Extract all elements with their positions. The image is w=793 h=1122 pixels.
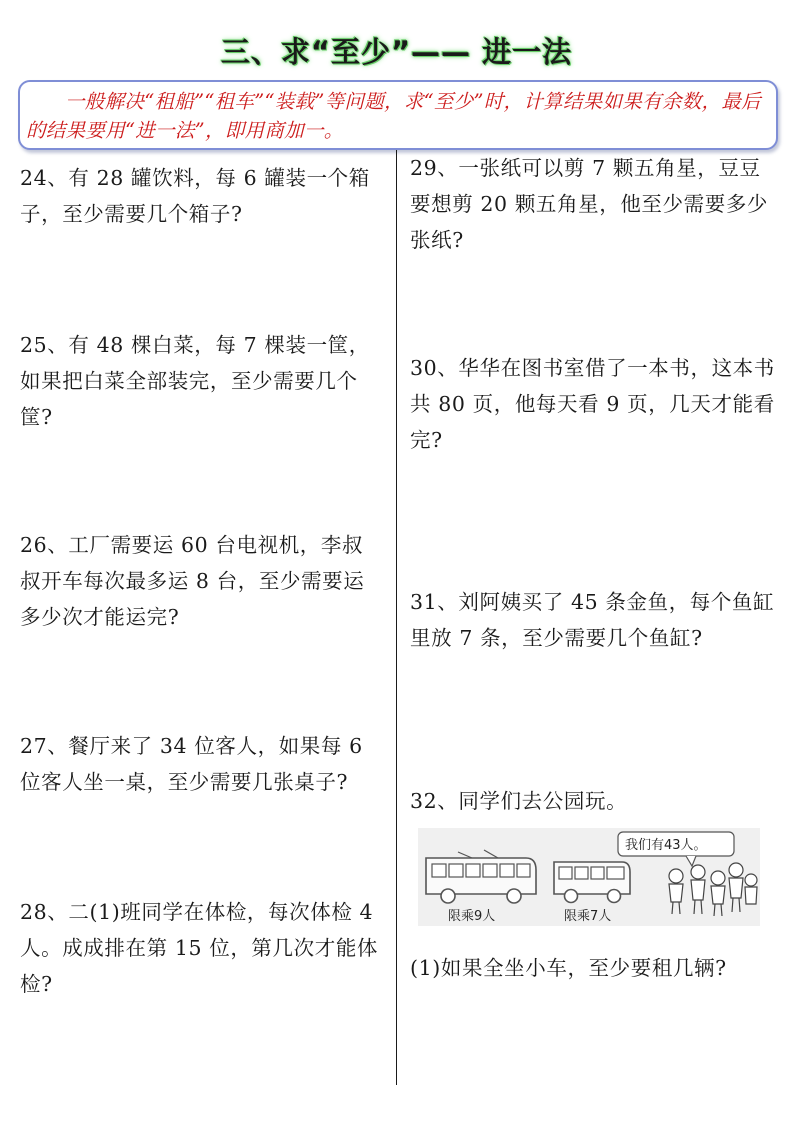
question-32: 32、同学们去公园玩。	[410, 789, 628, 813]
question-27: 27、餐厅来了 34 位客人，如果每 6 位客人坐一桌，至少需要几张桌子?	[20, 734, 363, 794]
speech-text: 我们有43人。	[625, 838, 707, 853]
question-25: 25、有 48 棵白菜，每 7 棵装一筐，如果把白菜全部装完，至少需要几个筐?	[20, 333, 370, 429]
question-26: 26、工厂需要运 60 台电视机，李叔叔开车每次最多运 8 台，至少需要运多少次才能运完?	[20, 533, 365, 629]
column-divider	[396, 150, 397, 1085]
question-31: 31、刘阿姨买了 45 条金鱼，每个鱼缸里放 7 条，至少需要几个鱼缸?	[410, 590, 775, 650]
intro-text: 一般解决“租船”“租车”“装载”等问题，求“至少”时，计算结果如果有余数，最后的结果要用“进一法”，即用商加一。	[26, 90, 761, 142]
small-bus-label: 限乘7人	[564, 909, 612, 924]
question-28: 28、二(1)班同学在体检，每次体检 4 人。成成排在第 15 位，第几次才能体检?	[20, 900, 379, 996]
big-bus-label: 限乘9人	[448, 909, 496, 924]
bus-illustration	[418, 828, 760, 926]
question-32-part-1: (1)如果全坐小车，至少要租几辆?	[410, 956, 727, 980]
intro-box	[18, 80, 778, 150]
question-29: 29、一张纸可以剪 7 颗五角星，豆豆要想剪 20 颗五角星，他至少需要多少张纸?	[410, 156, 769, 252]
page-title: 三、求“至少”—— 进一法	[220, 35, 573, 69]
bus-illustration-svg	[418, 828, 760, 926]
question-30: 30、华华在图书室借了一本书，这本书共 80 页，他每天看 9 页，几天才能看完?	[410, 356, 775, 452]
question-24: 24、有 28 罐饮料，每 6 罐装一个箱子，至少需要几个箱子?	[20, 166, 370, 226]
